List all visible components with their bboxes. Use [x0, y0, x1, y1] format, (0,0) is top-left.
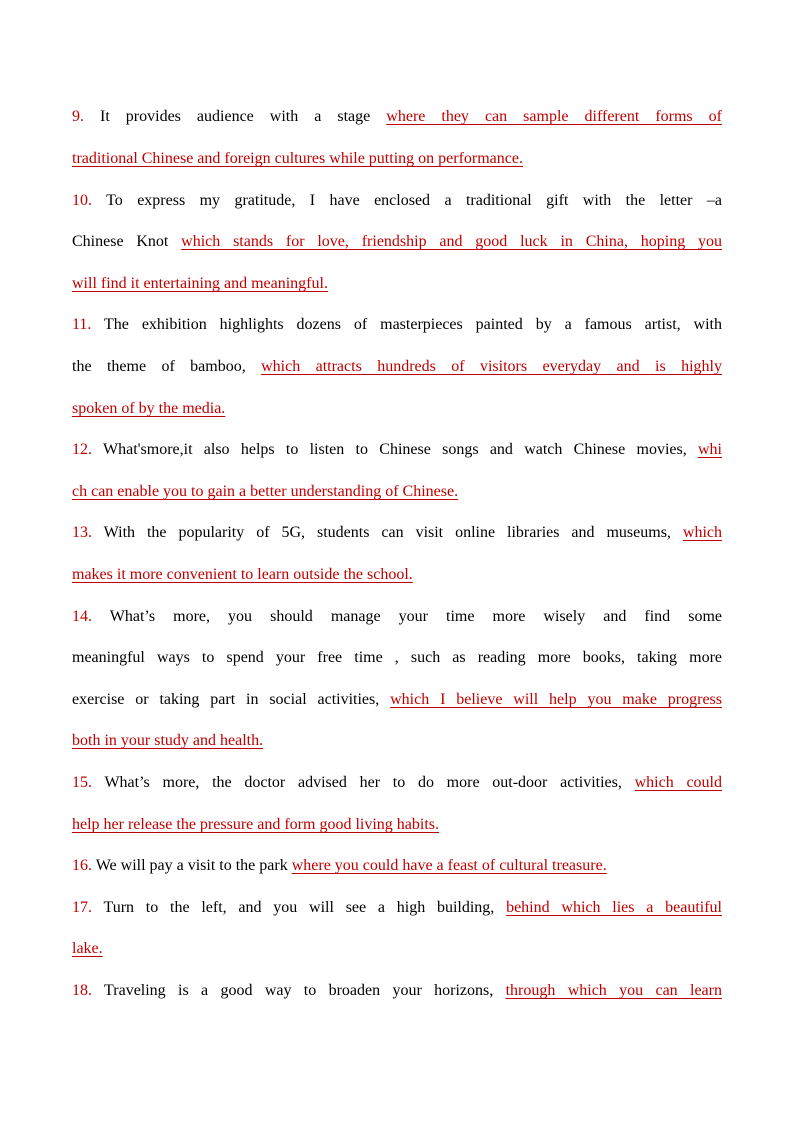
underlined-clause: which — [682, 524, 722, 541]
item-13-line-2 — [72, 564, 722, 586]
sentence-text: What’s more, the doctor advised her to do more out-door activities, — [92, 774, 635, 791]
item-14-line-3 — [72, 689, 722, 711]
sentence-text: What'smore,it also helps to listen to Chinese songs and watch Chinese movies, — [92, 441, 698, 458]
underlined-clause: which could — [634, 774, 723, 791]
item-14-line-1 — [72, 606, 722, 628]
underlined-clause: lake. — [72, 940, 103, 957]
item-15-line-1 — [72, 772, 722, 794]
sentence-text: We will pay a visit to the park — [92, 857, 292, 874]
item-17-line-1 — [72, 897, 722, 919]
item-number: 15. — [72, 774, 92, 791]
sentence-text: exercise or taking part in social activities, — [72, 691, 391, 708]
item-number: 9. — [72, 108, 84, 125]
item-16-line-1 — [72, 855, 722, 877]
item-number: 14. — [72, 608, 92, 625]
underlined-clause: spoken of by the media. — [72, 400, 226, 417]
underlined-clause: whi — [698, 441, 722, 458]
underlined-clause: which stands for love, friendship and good luck in China, hoping you — [181, 233, 723, 250]
sentence-text: meaningful ways to spend your free time , such as reading more books, taking more — [72, 649, 722, 666]
item-number: 18. — [72, 982, 92, 999]
underlined-clause: traditional Chinese and foreign cultures while putting on performance. — [72, 150, 523, 167]
item-10-line-3 — [72, 273, 722, 295]
item-18-line-1 — [72, 980, 722, 1002]
item-12-line-2 — [72, 481, 722, 503]
item-9-line-2 — [72, 148, 722, 170]
underlined-clause: will find it entertaining and meaningful. — [72, 275, 328, 292]
item-number: 16. — [72, 857, 92, 874]
sentence-text: What’s more, you should manage your time more wisely and find some — [92, 608, 722, 625]
sentence-text: Chinese Knot — [72, 233, 182, 250]
item-11-line-1 — [72, 314, 722, 336]
underlined-clause: through which you can learn — [505, 982, 722, 999]
underlined-clause: where you could have a feast of cultural treasure. — [291, 857, 607, 874]
sentence-text: the theme of bamboo, — [72, 358, 262, 375]
sentence-text: Traveling is a good way to broaden your horizons, — [92, 982, 506, 999]
underlined-clause: both in your study and health. — [72, 732, 264, 749]
underlined-clause: which attracts hundreds of visitors everyday and is highly — [261, 358, 722, 375]
item-10-line-1 — [72, 190, 722, 212]
underlined-clause: which I believe will help you make progress — [390, 691, 723, 708]
underlined-clause: makes it more convenient to learn outside the school. — [72, 566, 413, 583]
underlined-clause: ch can enable you to gain a better understanding of Chinese. — [72, 483, 459, 500]
item-12-line-1 — [72, 439, 722, 461]
item-10-line-2 — [72, 231, 722, 253]
sentence-text: The exhibition highlights dozens of masterpieces painted by a famous artist, with — [91, 316, 722, 333]
sentence-text: Turn to the left, and you will see a high building, — [92, 899, 507, 916]
item-14-line-2 — [72, 647, 722, 669]
sentence-text: With the popularity of 5G, students can visit online libraries and museums, — [92, 524, 683, 541]
underlined-clause: where they can sample different forms of — [386, 108, 722, 125]
item-number: 13. — [72, 524, 92, 541]
item-17-line-2 — [72, 938, 722, 960]
sentence-text: It provides audience with a stage — [84, 108, 387, 125]
item-number: 17. — [72, 899, 92, 916]
item-9-line-1 — [72, 106, 722, 128]
item-13-line-1 — [72, 522, 722, 544]
item-11-line-2 — [72, 356, 722, 378]
item-11-line-3 — [72, 398, 722, 420]
item-14-line-4 — [72, 730, 722, 752]
underlined-clause: help her release the pressure and form good living habits. — [72, 816, 439, 833]
underlined-clause: behind which lies a beautiful — [506, 899, 722, 916]
item-number: 10. — [72, 192, 92, 209]
sentence-text: To express my gratitude, I have enclosed a traditional gift with the letter –a — [92, 192, 722, 209]
item-number: 12. — [72, 441, 92, 458]
item-number: 11. — [72, 316, 92, 333]
item-15-line-2 — [72, 814, 722, 836]
